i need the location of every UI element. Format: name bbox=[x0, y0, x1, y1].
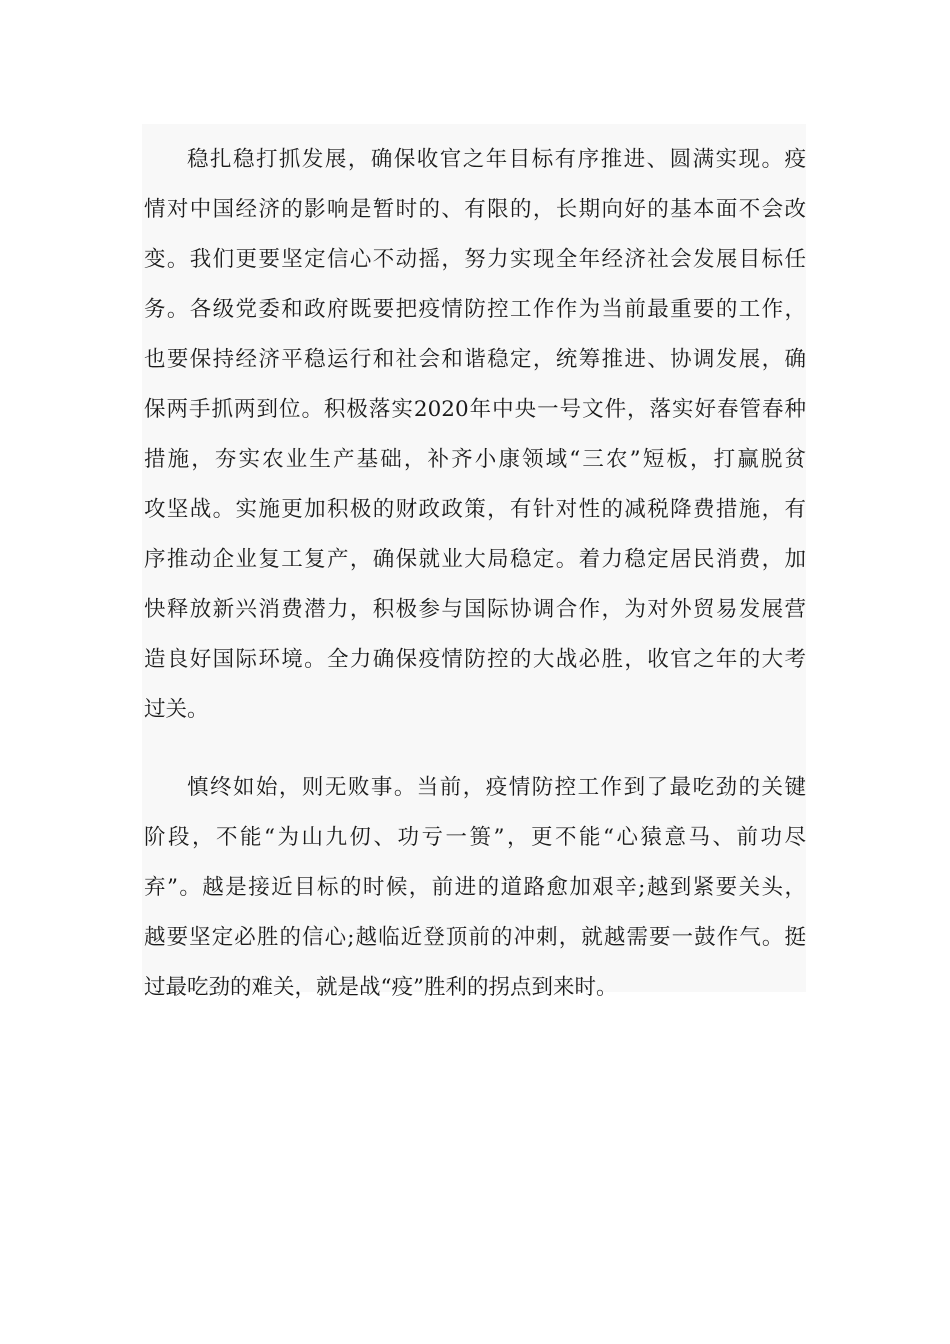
paragraph-line: 攻坚战。实施更加积极的财政政策，有针对性的减税降费措施，有 bbox=[144, 497, 806, 522]
paragraph-spacer bbox=[144, 735, 806, 763]
paragraph-line: 序推动企业复工复产，确保就业大局稳定。着力稳定居民消费，加 bbox=[144, 547, 806, 572]
paragraph-line: 弃”。越是接近目标的时候，前进的道路愈加艰辛;越到紧要关头， bbox=[144, 875, 806, 900]
article-body bbox=[142, 124, 806, 1000]
paragraph-line: 快释放新兴消费潜力，积极参与国际协调合作，为对外贸易发展营 bbox=[144, 597, 806, 622]
paragraph-line: 过关。 bbox=[144, 697, 209, 722]
paragraph-line: 阶段，不能“为山九仞、功亏一篑”，更不能“心猿意马、前功尽 bbox=[144, 825, 806, 850]
paragraph-line: 情对中国经济的影响是暂时的、有限的，长期向好的基本面不会改 bbox=[144, 197, 806, 222]
paragraph-line: 造良好国际环境。全力确保疫情防控的大战必胜，收官之年的大考 bbox=[144, 647, 806, 672]
paragraph-line: 变。我们更要坚定信心不动摇，努力实现全年经济社会发展目标任 bbox=[144, 247, 806, 272]
paragraph-line: 稳扎稳打抓发展，确保收官之年目标有序推进、圆满实现。疫 bbox=[187, 147, 806, 172]
paragraph-line: 务。各级党委和政府既要把疫情防控工作作为当前最重要的工作， bbox=[144, 297, 806, 322]
paragraph-line: 保两手抓两到位。积极落实2020年中央一号文件，落实好春管春种 bbox=[144, 397, 806, 422]
paragraph-line: 也要保持经济平稳运行和社会和谐稳定，统筹推进、协调发展，确 bbox=[144, 347, 806, 372]
paragraph-1 bbox=[144, 135, 806, 735]
paragraph-2 bbox=[144, 763, 806, 1013]
paragraph-line: 措施，夯实农业生产基础，补齐小康领域“三农”短板，打赢脱贫 bbox=[144, 447, 806, 472]
paragraph-line: 越要坚定必胜的信心;越临近登顶前的冲刺，就越需要一鼓作气。挺 bbox=[144, 925, 806, 950]
paragraph-line: 慎终如始，则无败事。当前，疫情防控工作到了最吃劲的关键 bbox=[187, 775, 806, 800]
paragraph-line: 过最吃劲的难关，就是战“疫”胜利的拐点到来时。 bbox=[144, 975, 618, 1000]
